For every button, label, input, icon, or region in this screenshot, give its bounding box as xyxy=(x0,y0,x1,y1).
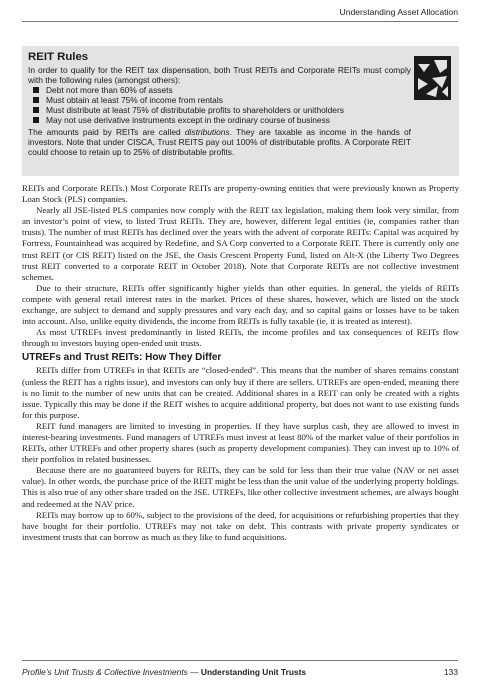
rule-text: Must distribute at least 75% of distributable profits to shareholders or unitholders xyxy=(46,105,344,116)
distributions-term: distributions xyxy=(184,126,230,137)
section-heading: UTREFs and Trust REITs: How They Differ xyxy=(22,352,222,364)
box-closing xyxy=(28,127,411,157)
reit-rules-box xyxy=(22,46,459,176)
box-title: REIT Rules xyxy=(28,51,89,63)
reit-logo-icon xyxy=(414,56,451,100)
footer-divider xyxy=(22,660,458,661)
list-item xyxy=(28,115,411,125)
closing-suffix: . They are taxable as income in the hands of investors. Note that under CISCA, Trust REITS pay out 100% of distributable profits. A Corporate REIT could choose to retain up to 25% of distributable profits. xyxy=(28,126,412,157)
rule-text: Debt not more than 60% of assets xyxy=(46,85,173,96)
paragraph: Due to their structure, REITs offer significantly higher yields than other equities. In general, the yields of REITs compete with general retail interest rates in the market. Prices of these shares, however, which are listed on the stock exchange, are subject to demand and supply pressures and vary each day, and so capital gains or losses have to be taken into account. Also, unlike equity dividends, the income from REITs is fully taxable (ie, it is treated as interest). xyxy=(22,282,459,327)
paragraph: As most UTREFs invest predominantly in listed REITs, the income profiles and tax consequences of REITs flow through to investors buying open-ended unit trusts. xyxy=(22,327,459,349)
rules-list xyxy=(28,85,411,125)
publisher-name: Profile’s Unit Trusts & Collective Investments xyxy=(22,667,188,677)
page-number: 133 xyxy=(444,667,458,677)
list-item xyxy=(28,95,411,105)
main-text xyxy=(22,183,459,543)
rule-text: May not use derivative instruments except in the ordinary course of business xyxy=(46,115,330,126)
book-title: Understanding Unit Trusts xyxy=(200,667,307,677)
footer-separator: — xyxy=(187,667,201,677)
box-intro: In order to qualify for the REIT tax dispensation, both Trust REITs and Corporate REITs must comply with the following rules (amongst others): xyxy=(28,65,411,86)
footer-citation xyxy=(22,667,306,677)
header-divider xyxy=(22,21,458,22)
paragraph: REITs may borrow up to 60%, subject to the provisions of the deed, for acquisitions or refurbishing properties that they have bought for their portfolio. UTREFs may not take on debt. This contrasts with private property syndicates or investment trusts that can borrow as much as they like to fund acquisitions. xyxy=(22,509,459,542)
list-item xyxy=(28,85,411,95)
bullet-icon xyxy=(33,87,39,93)
paragraph: REIT fund managers are limited to investing in properties. If they have surplus cash, they are allowed to invest in interest-bearing investments. Fund managers of UTREFs must invest at least 80% of the market value of their portfolios in REITs, other UTREFs and other property shares (such as property development companies). They can invest up to 10% of their portfolios in related businesses. xyxy=(22,420,459,465)
bullet-icon xyxy=(33,97,39,103)
list-item xyxy=(28,105,411,115)
paragraph: Because there are no guaranteed buyers for REITs, they can be sold for less than their true value (NAV or net asset value). In other words, the purchase price of the REIT might be less than the unit value of the underlying property holdings. This is also true of any other share traded on the JSE. UTREFs, like other collective investment schemes, are always bought and redeemed at the NAV price. xyxy=(22,465,459,509)
paragraph: REITs differ from UTREFs in that REITs are “closed-ended”. This means that the number of shares remains constant (unless the REIT has a rights issue), and investors can only buy if there are sellers. UTREFs are open-ended, meaning there is no limit to the number of new units that can be created. Additional shares in a REIT can only be created with a rights issue. Typically this may be done if the REIT wishes to acquire additional property, but does not want to use existing funds for this purpose. xyxy=(22,365,459,420)
paragraph: REITs and Corporate REITs.) Most Corporate REITs are property-owning entities that were previously known as Property Loan Stock (PLS) companies. xyxy=(22,183,459,205)
closing-prefix: The amounts paid by REITs are called xyxy=(28,126,185,137)
bullet-icon xyxy=(33,117,39,123)
paragraph: Nearly all JSE-listed PLS companies now comply with the REIT tax legislation, making them look very similar, from an investor’s point of view, to listed Trust REITs. They are, however, different legal entities (ie, companies rather than trusts). The number of trust REITs has declined over the years with the advent of corporate REITs: Capital was acquired by Fortress, Fountainhead was acquired by Redefine, and SA Corp converted to a Corporate REIT. There is currently only one trust REIT (or CIS REIT) listed on the JSE, the Oasis Crescent Property Fund, listed on Alt-X (the Liberty Two Degrees trust REIT converted to a corporate REIT in October 2018). Note that Corporate REITs are not collective investment schemes. xyxy=(22,205,459,282)
rule-text: Must obtain at least 75% of income from rentals xyxy=(46,95,223,106)
bullet-icon xyxy=(33,107,39,113)
running-header: Understanding Asset Allocation xyxy=(339,7,458,17)
